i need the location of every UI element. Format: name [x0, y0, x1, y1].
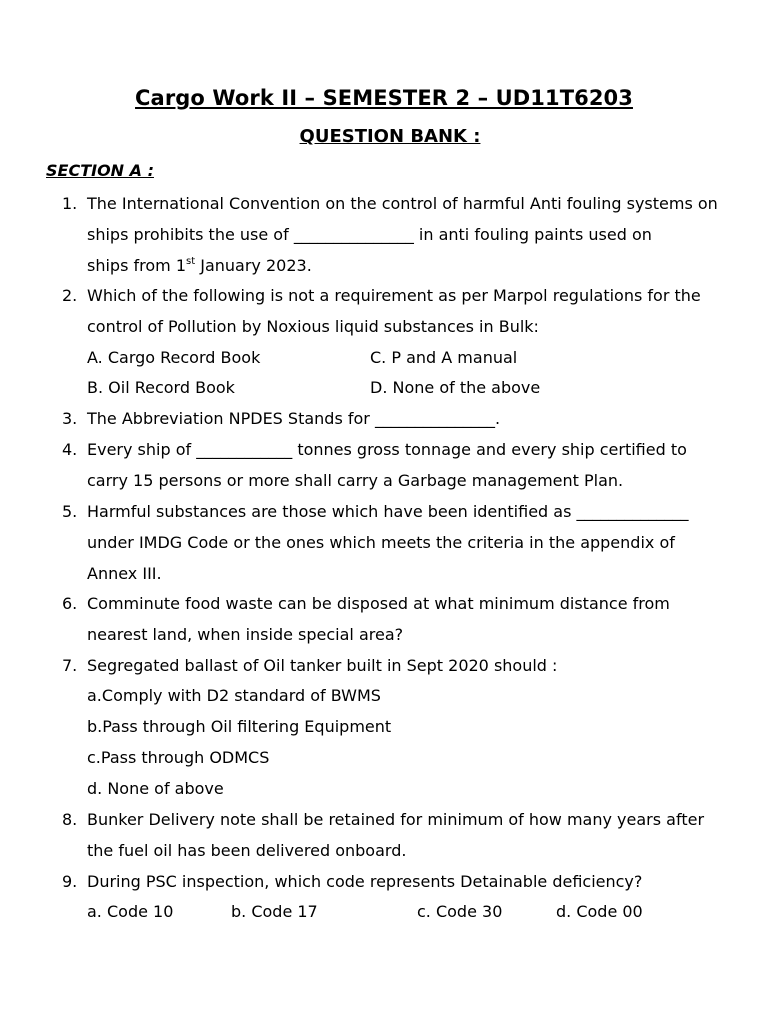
- answer-option: c.Pass through ODMCS: [87, 748, 270, 767]
- question-number: 8.: [62, 810, 78, 829]
- answer-option: b.Pass through Oil filtering Equipment: [87, 717, 392, 736]
- question-number: 1.: [62, 194, 78, 213]
- question-number: 4.: [62, 440, 78, 459]
- question-text: The International Convention on the control of harmful Anti fouling systems on: [87, 194, 718, 213]
- answer-option: d. Code 00: [556, 902, 643, 921]
- question-number: 3.: [62, 409, 78, 428]
- question-text: [87, 256, 312, 276]
- question-text-part: ships from 1: [87, 256, 186, 275]
- section-heading: SECTION A :: [46, 161, 154, 180]
- question-text: Annex III.: [87, 564, 162, 583]
- question-text: Every ship of ____________ tonnes gross tonnage and every ship certified to: [87, 440, 687, 459]
- answer-option: d. None of above: [87, 779, 224, 798]
- question-text: ships prohibits the use of _______________ in anti fouling paints used on: [87, 225, 652, 244]
- question-text: During PSC inspection, which code represents Detainable deficiency?: [87, 872, 643, 891]
- question-text: nearest land, when inside special area?: [87, 625, 404, 644]
- question-number: 6.: [62, 594, 78, 613]
- question-number: 2.: [62, 286, 78, 305]
- answer-option: A. Cargo Record Book: [87, 348, 261, 367]
- question-text: The Abbreviation NPDES Stands for _______________.: [87, 409, 501, 428]
- question-text: Segregated ballast of Oil tanker built in Sept 2020 should :: [87, 656, 558, 675]
- answer-option: c. Code 30: [417, 902, 503, 921]
- answer-option: b. Code 17: [231, 902, 318, 921]
- question-text: the fuel oil has been delivered onboard.: [87, 841, 407, 860]
- question-text: Comminute food waste can be disposed at what minimum distance from: [87, 594, 670, 613]
- answer-option: B. Oil Record Book: [87, 378, 235, 397]
- question-text: Harmful substances are those which have been identified as ______________: [87, 502, 689, 521]
- page-subtitle: QUESTION BANK :: [299, 126, 481, 147]
- question-text: Bunker Delivery note shall be retained for minimum of how many years after: [87, 810, 705, 829]
- page-title: Cargo Work II – SEMESTER 2 – UD11T6203: [135, 86, 633, 110]
- answer-option: a.Comply with D2 standard of BWMS: [87, 686, 381, 705]
- question-text: Which of the following is not a requirement as per Marpol regulations for the: [87, 286, 701, 305]
- question-number: 9.: [62, 872, 78, 891]
- answer-option: a. Code 10: [87, 902, 174, 921]
- question-text: under IMDG Code or the ones which meets the criteria in the appendix of: [87, 533, 675, 552]
- question-text: carry 15 persons or more shall carry a Garbage management Plan.: [87, 471, 624, 490]
- question-text-part: January 2023.: [195, 256, 312, 275]
- question-number: 7.: [62, 656, 78, 675]
- answer-option: D. None of the above: [370, 378, 541, 397]
- question-number: 5.: [62, 502, 78, 521]
- question-text: control of Pollution by Noxious liquid substances in Bulk:: [87, 317, 539, 336]
- answer-option: C. P and A manual: [370, 348, 518, 367]
- ordinal-suffix: st: [186, 255, 196, 267]
